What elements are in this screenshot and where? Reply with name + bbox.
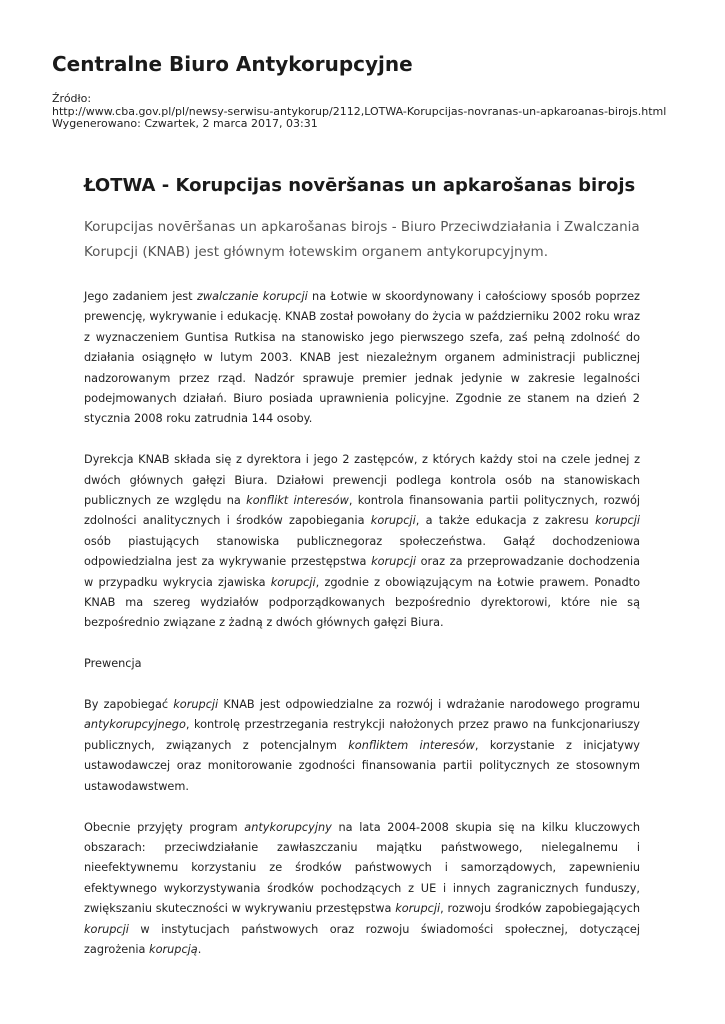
paragraph-3 — [84, 695, 640, 797]
text-run: Jego zadaniem jest — [84, 290, 197, 303]
article-lead: Korupcijas novēršanas un apkarošanas birojs - Biuro Przeciwdziałania i Zwalczania Korupcji (KNAB) jest głównym łotewskim organem antykorupcyjnym. — [84, 219, 640, 260]
text-run: , kontrolę przestrzegania restrykcji nałożonych przez prawo na funkcjonariuszy publicznych, związanych z potencjalnym — [84, 718, 640, 752]
italic-term: konflikt interesów — [246, 494, 349, 508]
text-run: Dyrekcja KNAB składa się z dyrektora i jego 2 zastępców, z których każdy stoi na czele jednej z dwóch głównych gałęzi Biura. Działowi prewencji podlega kontrola osób na stanowiskach publicznych ze względu na — [84, 453, 640, 508]
article-title: ŁOTWA - Korupcijas novēršanas un apkarošanas birojs — [84, 175, 636, 196]
italic-term: korupcją — [149, 942, 198, 956]
article — [84, 176, 640, 960]
italic-term: korupcji — [173, 698, 219, 712]
text-run: , rozwoju środków zapobiegających — [440, 902, 640, 916]
italic-term: antykorupcyjnego — [84, 718, 186, 732]
text-run: osób piastujących stanowiska publicznegoraz społeczeństwa. Gałąź dochodzeniowa odpowiedzialna jest za wykrywanie przestępstwa — [84, 534, 640, 569]
text-run: , kontrola finansowania partii politycznych, rozwój zdolności analitycznych i środków zapobiegania — [84, 494, 640, 528]
site-title: Centralne Biuro Antykorupcyjne — [52, 52, 413, 76]
paragraph-4 — [84, 818, 640, 961]
generated-timestamp: Wygenerowano: Czwartek, 2 marca 2017, 03:31 — [52, 117, 318, 130]
italic-term: korupcji — [84, 922, 129, 936]
italic-term: konfliktem interesów — [348, 738, 475, 752]
italic-term: korupcji — [371, 555, 416, 569]
text-run: , korzystanie z inicjatywy ustawodawczej oraz monitorowanie zgodności finansowania partii politycznych ze stosownym ustawodawstwem. — [84, 738, 640, 793]
italic-term: antykorupcyjny — [244, 820, 332, 834]
text-run: na lata 2004-2008 skupia się na kilku kluczowych obszarach: przeciwdziałanie zawłaszczaniu majątku państwowego, nielegalnemu i nieefektywnemu korzystaniu ze środków państwowych i samorządowych, zapewnieniu efektywnego wykorzystywania środków pochodzących z UE i innych zagranicznych funduszy, zwiększaniu skuteczności w wykrywaniu przestępstwa — [84, 820, 640, 916]
text-run: . — [197, 942, 202, 956]
source-url: http://www.cba.gov.pl/pl/newsy-serwisu-antykorup/2112,LOTWA-Korupcijas-novranas-un-apkaroanas-birojs.html — [52, 104, 667, 118]
paragraph-1 — [84, 287, 640, 430]
source-label: Źródło: — [52, 92, 92, 105]
text-run: w instytucjach państwowych oraz rozwoju świadomości społecznej, dotyczącej zagrożenia — [84, 922, 640, 956]
italic-term: korupcji — [370, 514, 416, 528]
section-heading-prewencja: Prewencja — [84, 657, 142, 671]
text-run: KNAB jest odpowiedzialne za rozwój i wdrażanie narodowego programu — [218, 698, 640, 712]
italic-term: korupcji — [270, 575, 316, 589]
text-run: , zgodnie z obowiązującym na Łotwie prawem. Ponadto KNAB ma szereg wydziałów podporządkowanych bezpośrednio dyrektorowi, które nie są bezpośrednio związane z żadną z dwóch głównych gałęzi Biura. — [84, 575, 640, 630]
text-run: , a także edukacja z zakresu — [415, 514, 596, 528]
italic-term: korupcji — [595, 514, 640, 528]
text-run: oraz za przeprowadzanie dochodzenia w przypadku wykrycia zjawiska — [84, 555, 641, 589]
italic-term: zwalczanie korupcji — [196, 290, 308, 303]
text-run: By zapobiegać — [84, 698, 174, 712]
source-meta — [52, 93, 677, 131]
italic-term: korupcji — [395, 902, 441, 916]
text-run: na Łotwie w skoordynowany i całościowy sposób poprzez prewencję, wykrywanie i edukację. KNAB został powołany do życia w październiku 2002 roku wraz z wyznaczeniem Guntisa Rutkisa na stanowisko jego pierwszego szefa, zaś pełną zdolność do działania osiągnęło w lutym 2003. KNAB jest niezależnym organem administracji publicznej nadzorowanym przez rząd. Nadzór sprawuje premier jednak jedynie w zakresie legalności podejmowanych działań. Biuro posiada uprawnienia policyjne. Zgodnie ze stanem na dzień 2 stycznia 2008 roku zatrudnia 144 osoby. — [84, 290, 640, 426]
text-run: Obecnie przyjęty program — [84, 820, 245, 834]
paragraph-2 — [84, 450, 640, 634]
